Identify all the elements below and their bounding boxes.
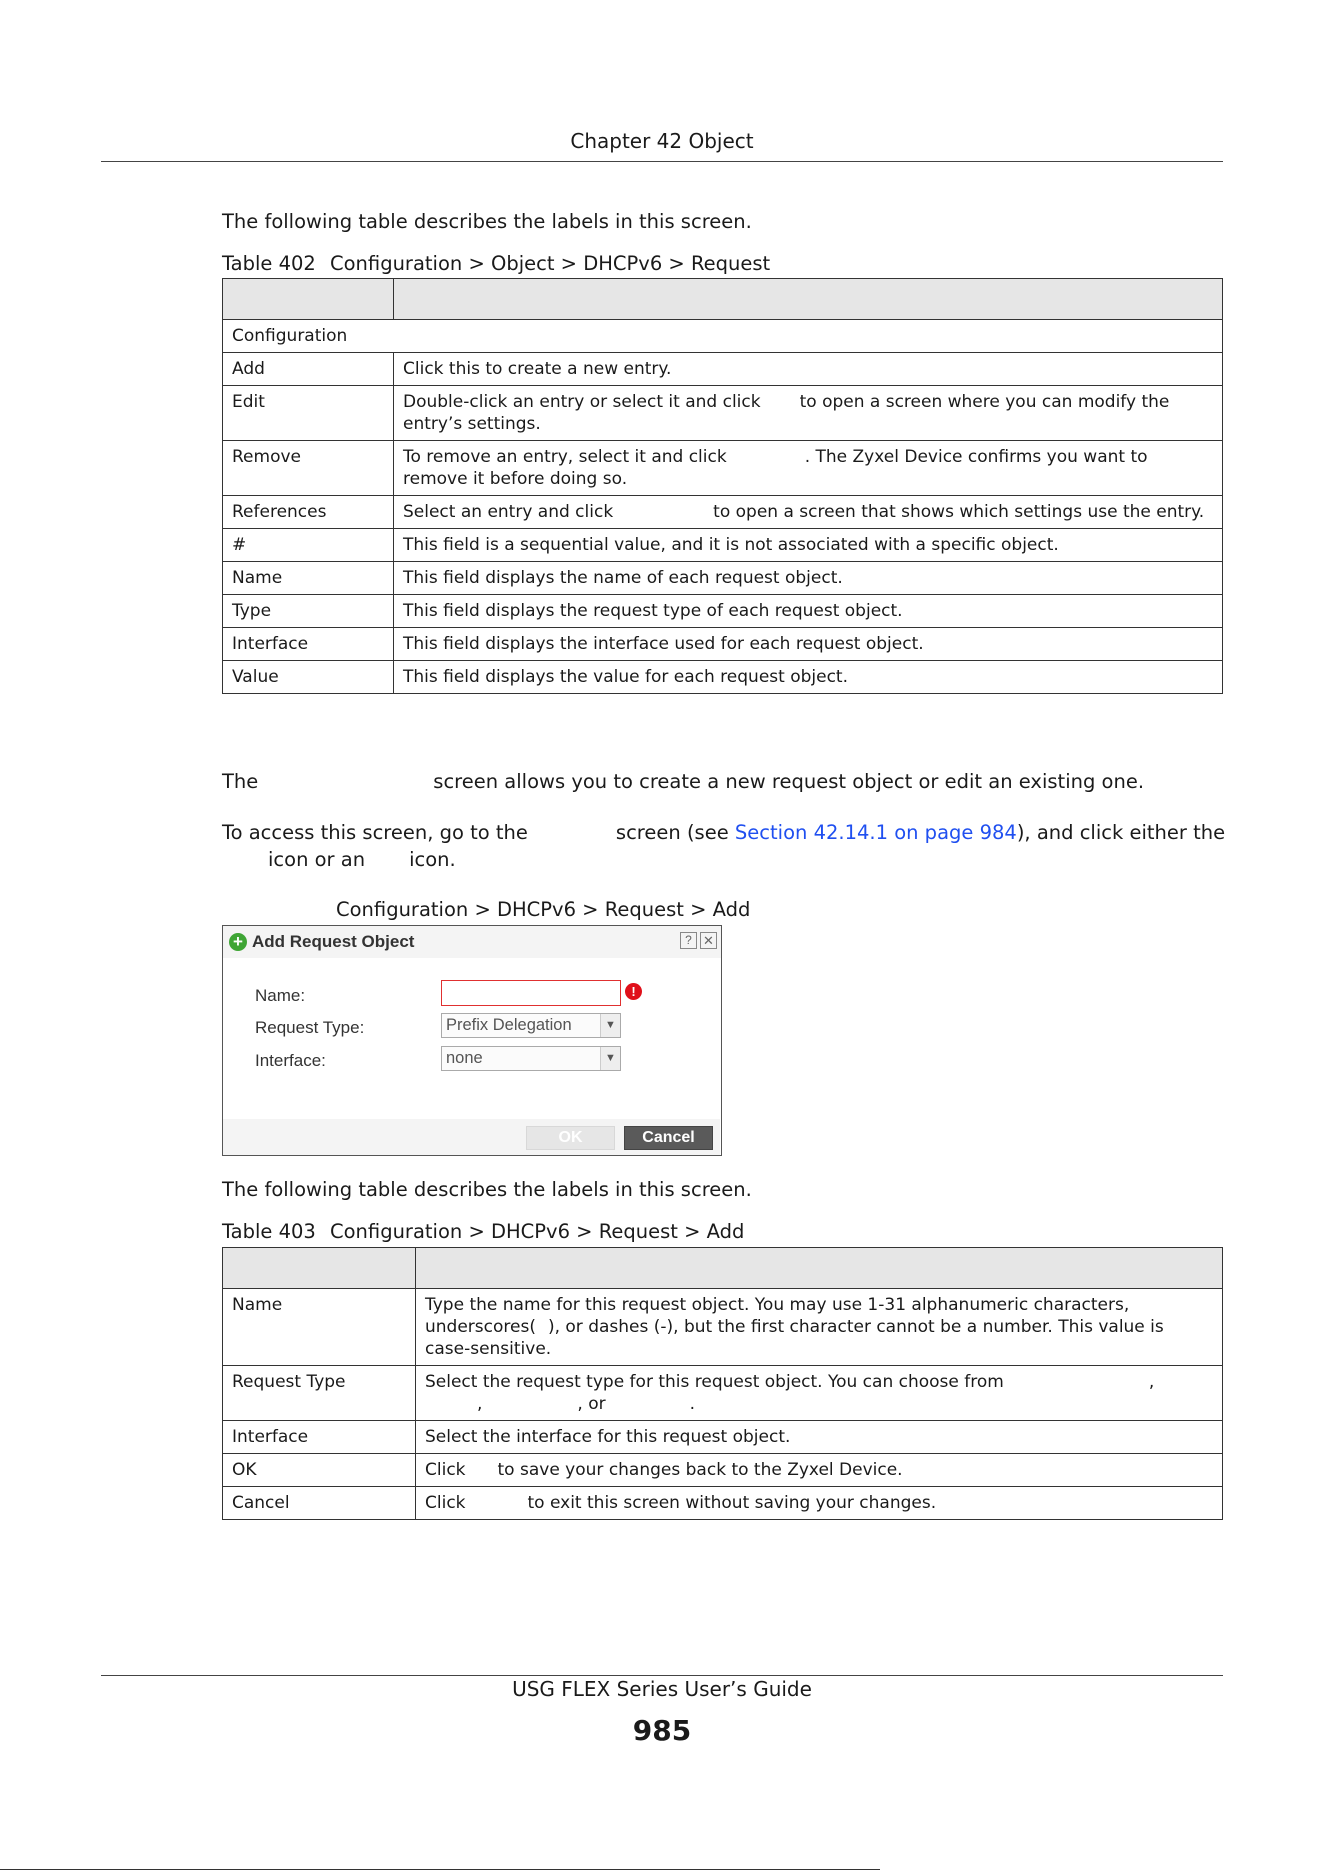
request-type-label: Request Type: [255, 1018, 365, 1037]
table-row [223, 661, 1223, 694]
help-icon[interactable]: ? [680, 932, 697, 949]
row-description: This field displays the interface used for each request object. [394, 628, 1223, 661]
row-label: Name [223, 1289, 416, 1366]
text-part: icon or an [268, 848, 366, 871]
text-part: To access this screen, go to the [222, 821, 528, 844]
row-label: Remove [223, 441, 394, 496]
row-description: Click this to create a new entry. [394, 353, 1223, 386]
interface-value: none [446, 1049, 483, 1067]
name-field[interactable] [441, 980, 621, 1006]
table403-caption-number: Table 403 [222, 1220, 316, 1243]
table-header-cell [223, 1248, 416, 1289]
row-label: Add [223, 353, 394, 386]
table402-caption [222, 252, 770, 275]
table-row [223, 441, 1223, 496]
row-description [416, 1454, 1223, 1487]
table403-lead: The following table describes the labels in this screen. [222, 1178, 752, 1201]
request-type-value: Prefix Delegation [446, 1016, 572, 1034]
table-row [223, 628, 1223, 661]
chapter-title: Chapter 42 Object [570, 129, 754, 153]
row-description: This field displays the name of each request object. [394, 562, 1223, 595]
section-paragraph-3 [268, 846, 456, 873]
row-label: Value [223, 661, 394, 694]
row-description: Select the interface for this request object. [416, 1421, 1223, 1454]
section-paragraph-2 [222, 819, 1225, 846]
table-row [223, 1454, 1223, 1487]
request-type-select[interactable] [441, 1013, 621, 1038]
warning-icon: ! [625, 983, 642, 1000]
desc-part: to open a screen where you can modify the entry’s settings. [403, 392, 1170, 434]
desc-part: Click [425, 1493, 466, 1513]
dialog-titlebar [223, 926, 721, 958]
chevron-down-icon: ▼ [600, 1014, 620, 1037]
table-header-cell [416, 1248, 1223, 1289]
table-header-cell [394, 279, 1223, 320]
figure-caption: Configuration > DHCPv6 > Request > Add [336, 898, 751, 921]
text-part: screen (see [615, 821, 729, 844]
table-row [223, 1366, 1223, 1421]
table-header-cell [223, 279, 394, 320]
row-description: This field is a sequential value, and it is not associated with a specific object. [394, 529, 1223, 562]
desc-part: to save your changes back to the Zyxel Device. [497, 1460, 903, 1480]
table-402 [222, 278, 1223, 694]
row-label: Request Type [223, 1366, 416, 1421]
desc-part: Double-click an entry or select it and click [403, 392, 761, 412]
table-row [223, 353, 1223, 386]
desc-part: To remove an entry, select it and click [403, 447, 727, 467]
cancel-button[interactable]: Cancel [624, 1126, 713, 1150]
desc-part: , [477, 1394, 483, 1414]
row-label: OK [223, 1454, 416, 1487]
table-row [223, 562, 1223, 595]
table-row [223, 529, 1223, 562]
table402-caption-number: Table 402 [222, 252, 316, 275]
row-label: Name [223, 562, 394, 595]
guide-title: USG FLEX Series User’s Guide [512, 1677, 812, 1701]
table-row [223, 386, 1223, 441]
text-part: The [222, 770, 259, 793]
header-divider [101, 161, 1223, 162]
row-description [416, 1487, 1223, 1520]
section-paragraph-1 [222, 768, 1144, 795]
table-header-row [223, 279, 1223, 320]
row-description: This field displays the value for each request object. [394, 661, 1223, 694]
table-row [223, 496, 1223, 529]
row-description [416, 1366, 1223, 1421]
desc-part: , [1148, 1372, 1155, 1392]
dialog-title: Add Request Object [252, 932, 415, 951]
row-label: Edit [223, 386, 394, 441]
desc-part: Type the name for this request object. You may use 1-31 alphanumeric characters, underscores( [425, 1295, 1130, 1337]
table402-caption-text: Configuration > Object > DHCPv6 > Request [330, 252, 771, 275]
row-description [394, 386, 1223, 441]
add-request-object-dialog [222, 925, 722, 1156]
desc-part: . The Zyxel Device confirms you want to remove it before doing so. [403, 447, 1148, 489]
dialog-footer [223, 1119, 720, 1155]
desc-part: Click [425, 1460, 466, 1480]
table402-lead: The following table describes the labels in this screen. [222, 210, 752, 233]
row-label: References [223, 496, 394, 529]
table-403 [222, 1247, 1223, 1520]
row-label: Interface [223, 628, 394, 661]
section-link[interactable]: Section 42.14.1 on page 984 [734, 821, 1017, 844]
desc-part: . [689, 1394, 696, 1414]
ok-button[interactable]: OK [526, 1126, 615, 1150]
table403-caption-text: Configuration > DHCPv6 > Request > Add [330, 1220, 745, 1243]
table-row [223, 1289, 1223, 1366]
table-row [223, 1487, 1223, 1520]
text-part: screen allows you to create a new request object or edit an existing one. [433, 770, 1145, 793]
desc-part: to open a screen that shows which settings use the entry. [713, 502, 1205, 522]
desc-part: Select the request type for this request object. You can choose from [425, 1372, 1004, 1392]
text-part: icon. [409, 848, 456, 871]
row-description [416, 1289, 1223, 1366]
row-label: Interface [223, 1421, 416, 1454]
table403-caption [222, 1220, 744, 1243]
row-label: Type [223, 595, 394, 628]
bottom-divider [0, 1869, 880, 1870]
row-description: This field displays the request type of each request object. [394, 595, 1223, 628]
table-row [223, 1421, 1223, 1454]
desc-part: , or [577, 1394, 606, 1414]
interface-label: Interface: [255, 1051, 326, 1070]
row-label: Cancel [223, 1487, 416, 1520]
row-description [394, 496, 1223, 529]
chevron-down-icon: ▼ [600, 1047, 620, 1070]
table-row [223, 595, 1223, 628]
page-number: 985 [632, 1714, 692, 1747]
add-icon: + [229, 933, 247, 951]
row-description [394, 441, 1223, 496]
row-label: # [223, 529, 394, 562]
table-section-row [223, 320, 1223, 353]
text-part: ), and click either the [1016, 821, 1226, 844]
desc-part: to exit this screen without saving your changes. [527, 1493, 937, 1513]
desc-part: ), or dashes (-), but the first character cannot be a number. This value is case-sensitive. [425, 1317, 1164, 1359]
desc-part: Select an entry and click [403, 502, 614, 522]
interface-select[interactable] [441, 1046, 621, 1071]
table-header-row [223, 1248, 1223, 1289]
footer-divider [101, 1675, 1223, 1676]
name-label: Name: [255, 986, 306, 1005]
section-row-label: Configuration [223, 320, 1223, 353]
close-icon[interactable]: ✕ [700, 932, 717, 949]
